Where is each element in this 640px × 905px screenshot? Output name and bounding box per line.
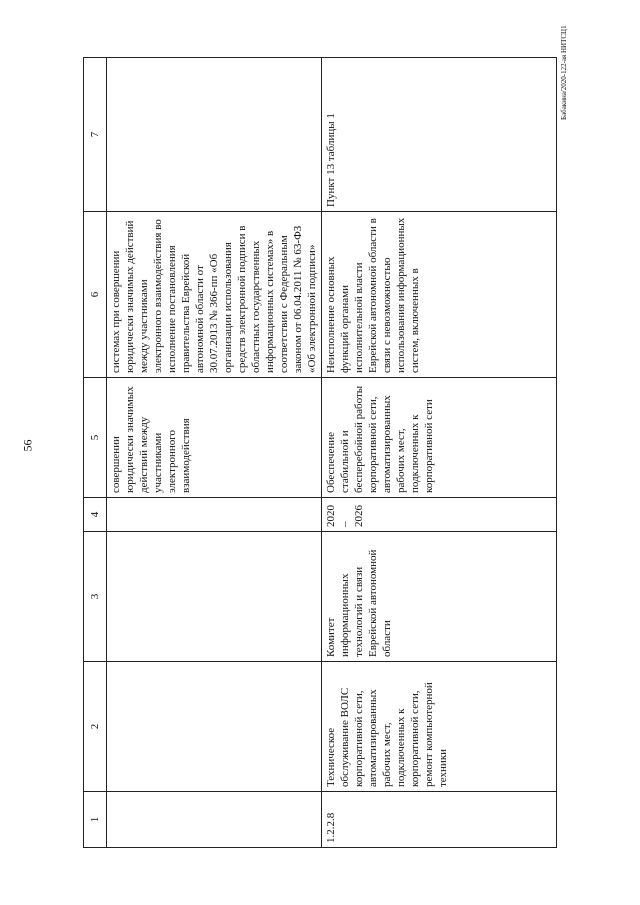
cell-num bbox=[107, 791, 322, 847]
cell-goal: совершении юридически значимых действий между участниками электронного взаимодействия bbox=[107, 377, 322, 497]
header-cell: 7 bbox=[84, 57, 107, 211]
cell-num: 1.2.2.8 bbox=[322, 791, 557, 847]
cell-goal: Обеспечение стабильной и бесперебойной работы корпоративной сети, автоматизированных рабочих мест, подключенных к корпоративной сети bbox=[322, 377, 557, 497]
page-number: 56 bbox=[20, 439, 35, 452]
cell-basis: системах при совершении юридически значимых действий между участниками электронного взаимодействия во исполнение постановления правительства Еврейской автономной области от 30.07.2013 № 366-пп «Об организации использования средств электронной подписи в областных государственных информационных системах» в соответствии с Федеральным законом от 06.04.2011 № 63-ФЗ «Об электронной подписи» bbox=[107, 211, 322, 377]
cell-ref bbox=[107, 57, 322, 211]
scan-stamp: Бабакина/2020-122-ая НИТСЦ1 bbox=[560, 25, 568, 120]
header-cell: 4 bbox=[84, 497, 107, 531]
cell-ref: Пункт 13 таблицы 1 bbox=[322, 57, 557, 211]
cell-period bbox=[107, 497, 322, 531]
program-table bbox=[83, 57, 557, 848]
header-row bbox=[84, 57, 107, 847]
header-cell: 3 bbox=[84, 531, 107, 661]
header-cell: 2 bbox=[84, 661, 107, 791]
cell-executor bbox=[107, 531, 322, 661]
cell-executor: Комитет информационных технологий и связи Еврейской автономной области bbox=[322, 531, 557, 661]
table-row bbox=[107, 57, 322, 847]
cell-basis: Неисполнение основных функций органами исполнительной власти Еврейской автономной области в связи с невозможностью использования информационных систем, включенных в bbox=[322, 211, 557, 377]
header-cell: 5 bbox=[84, 377, 107, 497]
cell-period: 2020 – 2026 bbox=[322, 497, 557, 531]
cell-name: Техническое обслуживание ВОЛС корпоративной сети, автоматизированных рабочих мест, подключенных к корпоративной сети, ремонт компьютерной техники bbox=[322, 661, 557, 791]
rotated-table-wrapper bbox=[83, 58, 557, 848]
table-row bbox=[322, 57, 557, 847]
cell-name bbox=[107, 661, 322, 791]
header-cell: 1 bbox=[84, 791, 107, 847]
header-cell: 6 bbox=[84, 211, 107, 377]
